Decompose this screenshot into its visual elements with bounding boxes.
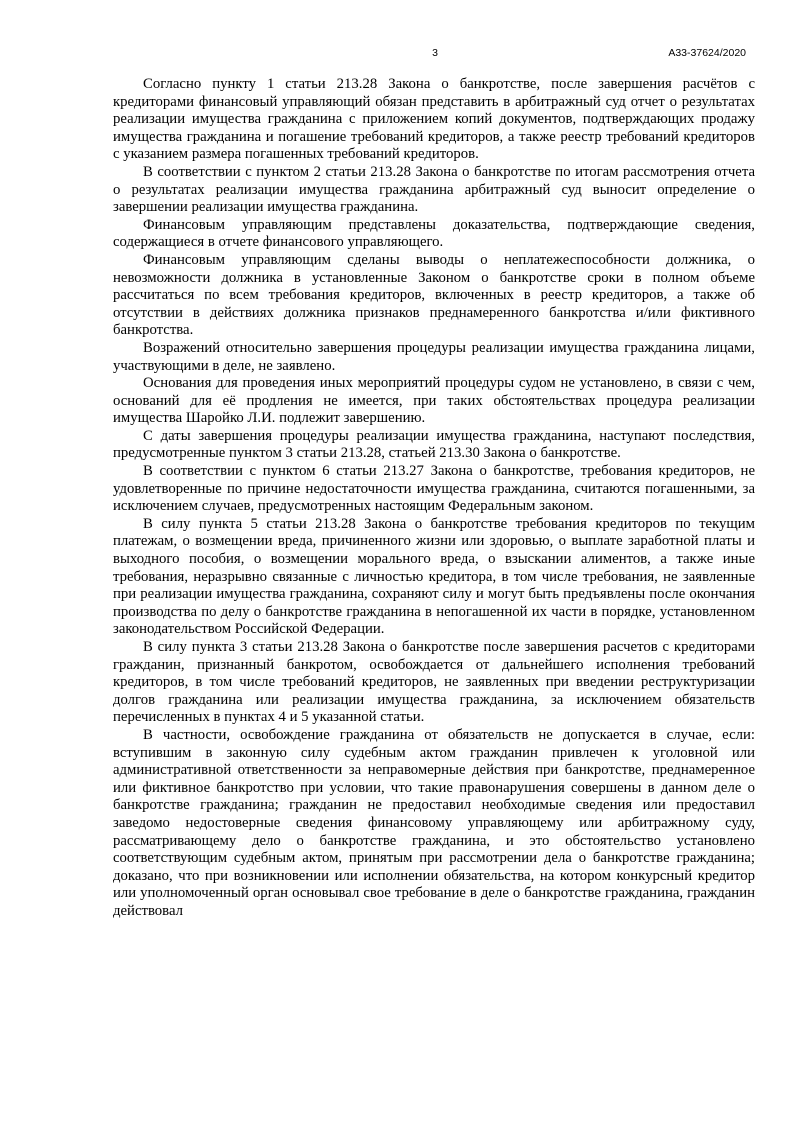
paragraph: В силу пункта 5 статьи 213.28 Закона о банкротстве требования кредиторов по текущим платежам, о возмещении вреда, причиненного жизни или здоровью, о выплате заработной платы и выходного пособия, о возмещении морального вреда, о взыскании алиментов, а также иные требования, неразрывно связанные с личностью кредитора, в том числе требования, не заявленные при реализации имущества гражданина, сохраняют силу и могут быть предъявлены после окончания производства по делу о банкротстве гражданина в непогашенной их части в порядке, установленном законодательством Российской Федерации. (113, 515, 755, 638)
paragraph: Финансовым управляющим представлены доказательства, подтверждающие сведения, содержащиеся в отчете финансового управляющего. (113, 216, 755, 251)
paragraph: В соответствии с пунктом 6 статьи 213.27 Закона о банкротстве, требования кредиторов, не удовлетворенные по причине недостаточности имущества гражданина, считаются погашенными, за исключением случаев, предусмотренных настоящим Федеральным законом. (113, 463, 755, 515)
paragraph: В силу пункта 3 статьи 213.28 Закона о банкротстве после завершения расчетов с кредиторами гражданин, признанный банкротом, освобождается от дальнейшего исполнения требований кредиторов, в том числе требований кредиторов, не заявленных при введении реструктуризации долгов гражданина или реализации имущества гражданина, за исключением обязательств перечисленных в пунктах 4 и 5 указанной статьи. (113, 639, 755, 726)
document-body (113, 76, 755, 921)
case-number: А33-37624/2020 (668, 47, 746, 59)
paragraph: Согласно пункту 1 статьи 213.28 Закона о банкротстве, после завершения расчётов с кредиторами финансовый управляющий обязан представить в арбитражный суд отчет о результатах реализации имущества гражданина с приложением копий документов, подтверждающих продажу имущества гражданина и погашение требований кредиторов, а также реестр требований кредиторов с указанием размера погашенных требований кредиторов. (113, 76, 755, 163)
paragraph: Возражений относительно завершения процедуры реализации имущества гражданина лицами, участвующими в деле, не заявлено. (113, 339, 755, 374)
paragraph: Основания для проведения иных мероприятий процедуры судом не установлено, в связи с чем, оснований для её продления не имеется, при таких обстоятельствах процедура реализации имущества Шаройко Л.И. подлежит завершению. (113, 375, 755, 427)
page-number: 3 (432, 47, 438, 59)
paragraph: В соответствии с пунктом 2 статьи 213.28 Закона о банкротстве по итогам рассмотрения отчета о результатах реализации имущества гражданина арбитражный суд выносит определение о завершении реализации имущества гражданина. (113, 163, 755, 216)
paragraph: С даты завершения процедуры реализации имущества гражданина, наступают последствия, предусмотренные пунктом 3 статьи 213.28, статьей 213.30 Закона о банкротстве. (113, 427, 755, 462)
paragraph: В частности, освобождение гражданина от обязательств не допускается в случае, если: вступившим в законную силу судебным актом гражданин привлечен к уголовной или административной ответственности за неправомерные действия при банкротстве, преднамеренное или фиктивное банкротство при условии, что такие правонарушения совершены в данном деле о банкротстве гражданина; гражданин не предоставил необходимые сведения или предоставил заведомо недостоверные сведения финансовому управляющему или арбитражному суду, рассматривающему дело о банкротстве гражданина, и это обстоятельство установлено соответствующим судебным актом, принятым при рассмотрении дела о банкротстве гражданина; доказано, что при возникновении или исполнении обязательства, на котором конкурсный кредитор или уполномоченный орган основывал свое требование в деле о банкротстве гражданина, гражданин действовал (113, 726, 755, 919)
paragraph: Финансовым управляющим сделаны выводы о неплатежеспособности должника, о невозможности должника в установленные Законом о банкротстве сроки в полном объеме рассчитаться по всем требования кредиторов, включенных в реестр кредиторов, а также об отсутствии в действиях должника признаков преднамеренного банкротства и/или фиктивного банкротства. (113, 251, 755, 339)
